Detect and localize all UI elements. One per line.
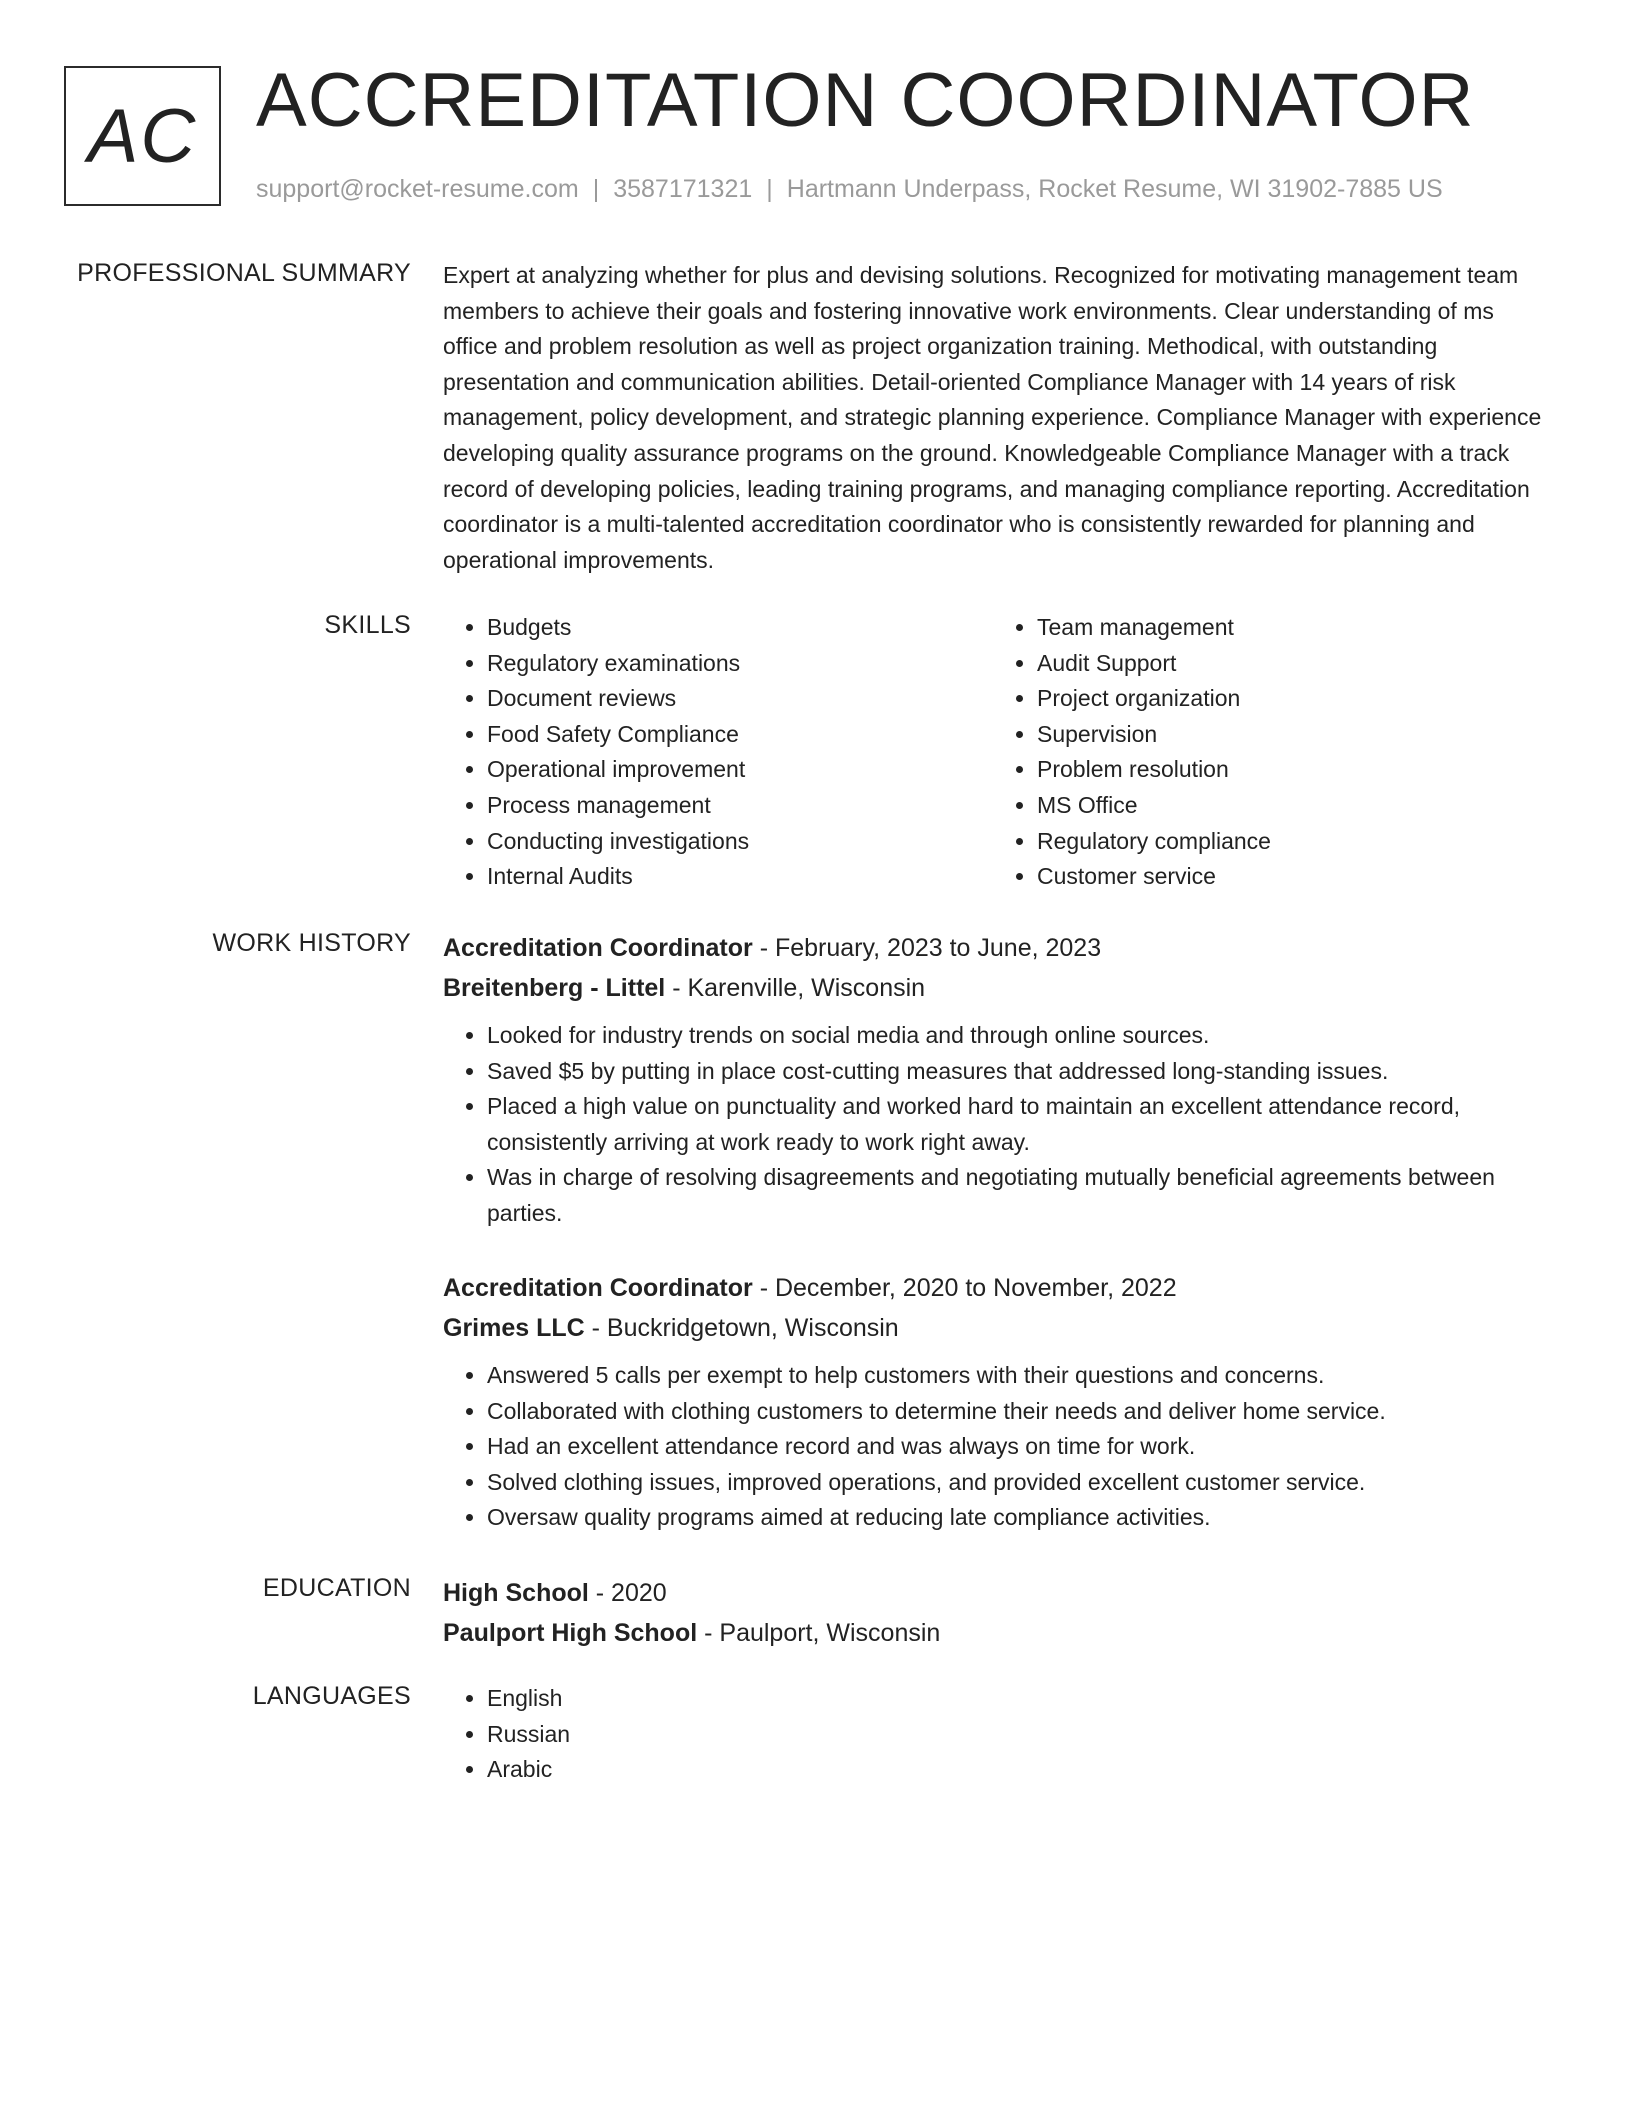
job-title-line [443,928,1543,968]
education-degree-line [443,1573,1543,1613]
job-title: Accreditation Coordinator [443,1274,753,1302]
skill-item: • Audit Support [1037,646,1543,682]
job-company: Grimes LLC [443,1314,585,1342]
work-label: WORK HISTORY [212,929,411,957]
education-label: EDUCATION [262,1574,411,1602]
skill-item: • Project organization [1037,681,1543,717]
contact-address: Hartmann Underpass, Rocket Resume, WI 31902-7885 US [786,175,1443,203]
work-body-2 [443,1268,1543,1536]
job-bullet: • Answered 5 calls per exempt to help customers with their questions and concerns. [487,1358,1543,1394]
job-bullets [443,1358,1543,1536]
job-bullet: • Looked for industry trends on social media and through online sources. [487,1018,1543,1054]
language-item: • English [487,1681,1543,1717]
skill-item: • Regulatory compliance [1037,824,1543,860]
education-location: - Paulport, Wisconsin [697,1619,941,1647]
job-location: - Buckridgetown, Wisconsin [584,1314,899,1342]
contact-phone: 3587171321 [613,175,753,203]
skill-item: • Regulatory examinations [487,646,993,682]
language-item: • Arabic [487,1752,1543,1788]
skills-columns [443,610,1543,895]
skill-item: • Problem resolution [1037,752,1543,788]
contact-line [256,174,1443,204]
summary-label: PROFESSIONAL SUMMARY [77,259,411,287]
skill-item: • Conducting investigations [487,824,993,860]
education-year: - 2020 [588,1579,667,1607]
job-dates: - December, 2020 to November, 2022 [752,1274,1177,1302]
skill-item: • Budgets [487,610,993,646]
education-degree: High School [443,1579,589,1607]
contact-email: support@rocket-resume.com [256,175,579,203]
skill-item: • Operational improvement [487,752,993,788]
skill-item: • Team management [1037,610,1543,646]
languages-body [443,1681,1543,1788]
summary-body [443,258,1543,578]
skill-item: • Customer service [1037,859,1543,895]
skills-list-right [993,610,1543,895]
skill-item: • MS Office [1037,788,1543,824]
job-company-line [443,968,1543,1008]
education-school: Paulport High School [443,1619,698,1647]
job-bullet: • Placed a high value on punctuality and worked hard to maintain an excellent attendance record, consistently arriving at work ready to work right away. [487,1089,1543,1160]
job-company-line [443,1308,1543,1348]
skills-list-left [443,610,993,895]
job-bullet: • Oversaw quality programs aimed at reducing late compliance activities. [487,1500,1543,1536]
skill-item: • Process management [487,788,993,824]
job-location: - Karenville, Wisconsin [665,974,926,1002]
job-bullet: • Saved $5 by putting in place cost-cutting measures that addressed long-standing issues. [487,1054,1543,1090]
job-bullet: • Collaborated with clothing customers to determine their needs and deliver home service. [487,1394,1543,1430]
skill-item: • Supervision [1037,717,1543,753]
languages-list [443,1681,1543,1788]
languages-label: LANGUAGES [252,1682,411,1710]
job-title-line [443,1268,1543,1308]
summary-text: Expert at analyzing whether for plus and devising solutions. Recognized for motivating management team members to achieve their goals and fostering innovative work environments. Clear understanding of ms office and problem resolution as well as project organization training. Methodical, with outstanding presentation and communication abilities. Detail-oriented Compliance Manager with 14 years of risk management, policy development, and strategic planning experience. Compliance Manager with experience developing quality assurance programs on the ground. Knowledgeable Compliance Manager with a track record of developing policies, leading training programs, and managing compliance reporting. Accreditation coordinator is a multi-talented accreditation coordinator who is consistently rewarded for planning and operational improvements. [443,262,1542,573]
contact-separator: | [766,175,773,203]
skill-item: • Internal Audits [487,859,993,895]
resume-name: ACCREDITATION COORDINATOR [256,58,1475,143]
education-school-line [443,1613,1543,1653]
language-item: • Russian [487,1717,1543,1753]
job-entry [443,1268,1543,1536]
skills-label: SKILLS [324,611,411,639]
monogram-initials: AC [87,93,198,179]
work-body [443,928,1543,1232]
job-bullet: • Was in charge of resolving disagreements and negotiating mutually beneficial agreements between parties. [487,1160,1543,1231]
monogram-box [64,66,221,206]
job-title: Accreditation Coordinator [443,934,753,962]
job-dates: - February, 2023 to June, 2023 [752,934,1102,962]
job-company: Breitenberg - Littel [443,974,666,1002]
job-bullet: • Solved clothing issues, improved operations, and provided excellent customer service. [487,1465,1543,1501]
contact-separator: | [592,175,600,203]
job-bullets [443,1018,1543,1232]
education-body [443,1573,1543,1653]
skill-item: • Document reviews [487,681,993,717]
job-entry [443,928,1543,1232]
skill-item: • Food Safety Compliance [487,717,993,753]
job-bullet: • Had an excellent attendance record and was always on time for work. [487,1429,1543,1465]
